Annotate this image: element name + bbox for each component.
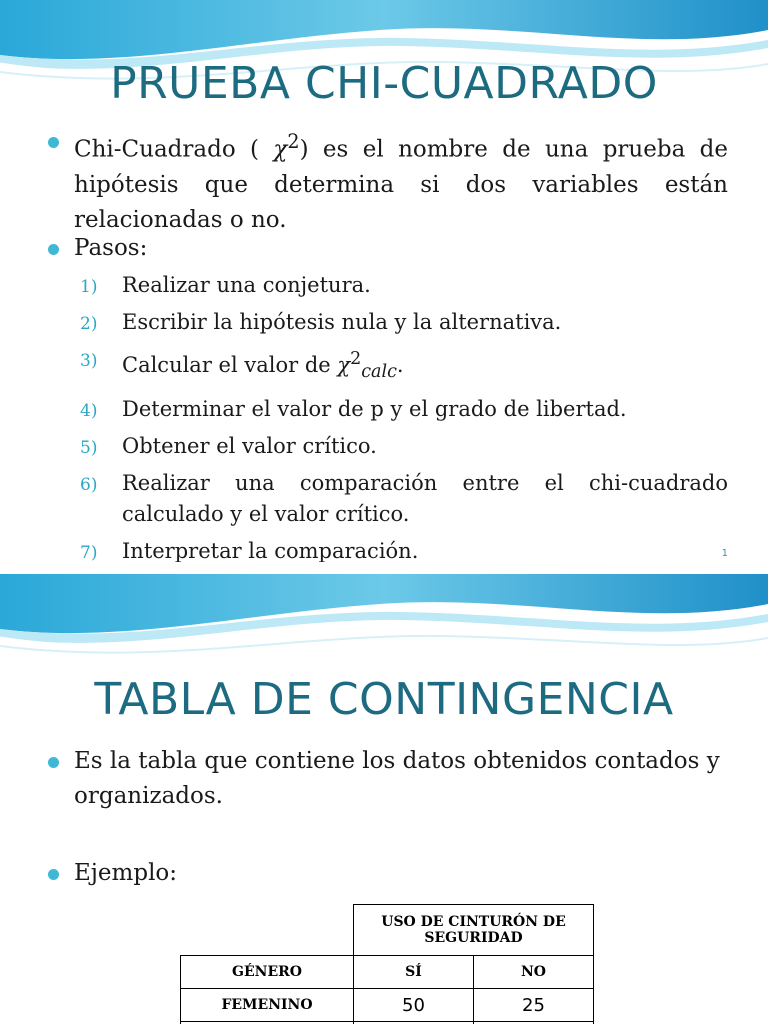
bullet-text: Es la tabla que contiene los datos obtenidos contados y organizados. [74,748,720,809]
bullet-dot-icon [48,137,59,148]
bullet-chi-definition [48,124,728,238]
step-text-part: Calcular el valor de [122,353,331,377]
list-item [80,394,728,425]
row-label: FEMENINO [181,989,354,1022]
list-item [80,536,728,562]
contingency-table [180,904,594,1024]
slide-title: TABLA DE CONTINGENCIA [94,674,674,725]
chi-symbol: χ [337,353,351,377]
bullet-dot-icon [48,757,59,768]
col-header-yes: SÍ [354,956,474,989]
empty-cell [181,905,354,956]
step-text [122,344,728,388]
col-header-gender: GÉNERO [181,956,354,989]
chi-symbol: χ [273,136,288,163]
bullet-table-definition [48,744,728,814]
list-item [80,307,728,338]
bullet-dot-icon [48,869,59,880]
cell-yes: 50 [354,989,474,1022]
chi-subscript: calc [361,362,397,383]
chi-superscript: 2 [350,349,362,369]
slide-title: PRUEBA CHI-CUADRADO [110,58,658,109]
bullet-text: Ejemplo: [74,860,178,886]
list-item [80,468,728,530]
wave-header-decoration [0,574,768,684]
list-item [80,344,728,388]
bullet-text-part: ) es el nombre de una prueba de hipótesis que determina si dos variables están relacionadas o no. [74,136,729,233]
step-number: 6) [80,475,98,496]
step-text: Realizar una conjetura. [122,273,371,297]
table-header-row [181,905,594,956]
step-number: 3) [80,351,98,371]
page-number: 1 [721,548,728,559]
step-number: 7) [80,543,98,562]
bullet-dot-icon [48,244,59,255]
list-item [80,270,728,301]
bullet-pasos [48,231,728,266]
col-header-no: NO [474,956,594,989]
step-number: 1) [80,277,98,297]
steps-list [80,270,728,562]
step-text-part: . [396,353,404,377]
step-text: Interpretar la comparación. [122,539,419,562]
table-row [181,989,594,1022]
bullet-text: Pasos: [74,235,148,261]
table-header-row [181,956,594,989]
group-header-cell: USO DE CINTURÓN DE SEGURIDAD [354,905,594,956]
step-text: Determinar el valor de p y el grado de libertad. [122,397,627,422]
step-text: Escribir la hipótesis nula y la alternativa. [122,310,562,334]
step-number: 4) [80,401,98,422]
slide-separator [0,562,768,574]
chi-superscript: 2 [287,130,300,153]
slide-2 [0,574,768,1024]
bullet-text-part: Chi-Cuadrado ( [74,136,260,163]
list-item [80,431,728,462]
step-text: Realizar una comparación entre el chi-cuadrado calculado y el valor crítico. [122,471,728,527]
step-text: Obtener el valor crítico. [122,434,377,459]
bullet-ejemplo [48,856,728,891]
step-number: 5) [80,438,98,459]
step-number: 2) [80,314,98,334]
cell-no: 25 [474,989,594,1022]
